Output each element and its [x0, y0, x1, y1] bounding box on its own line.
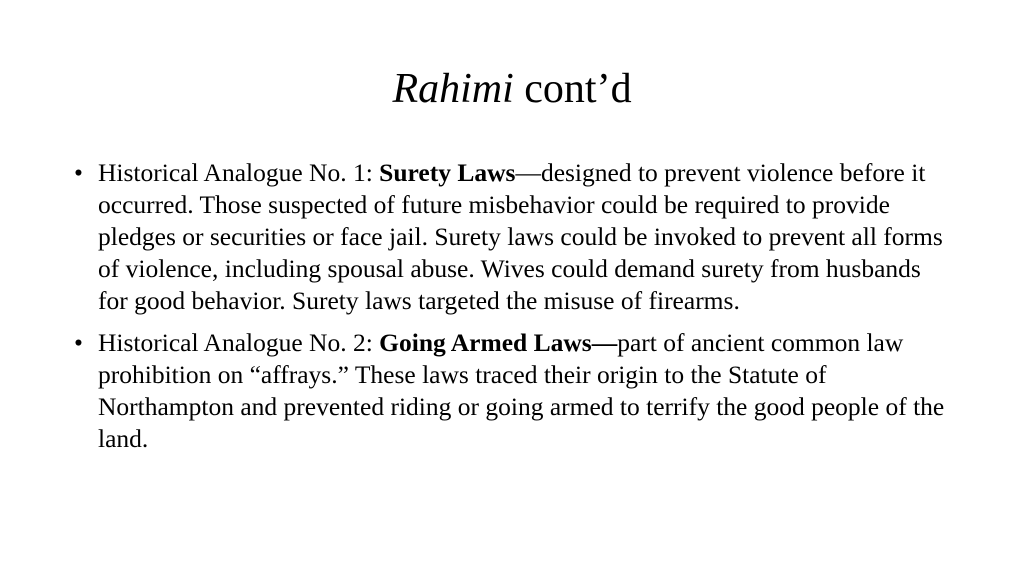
- bullet-marker: •: [74, 328, 83, 357]
- bullet-item-going-armed-laws: [74, 327, 954, 455]
- bullet-item-surety-laws: [74, 157, 954, 317]
- title-case-name: Rahimi: [392, 66, 514, 112]
- title-suffix: cont’d: [513, 66, 632, 112]
- bullet-lead-text: Historical Analogue No. 2:: [98, 328, 380, 357]
- bullet-list: [74, 157, 954, 465]
- bullet-marker: •: [74, 158, 83, 187]
- bullet-body-text: —designed to prevent violence before it occurred. Those suspected of future misbehavior could be required to provide pledges or securities or face jail. Surety laws could be invoked to prevent all forms of violence, including spousal abuse. Wives could demand surety from husbands for good behavior. Surety laws targeted the misuse of firearms.: [98, 158, 943, 315]
- bullet-lead-text: Historical Analogue No. 1:: [98, 158, 380, 187]
- bullet-body-text: part of ancient common law prohibition on “affrays.” These laws traced their origin to the Statute of Northampton and prevented riding or going armed to terrify the good people of the land.: [98, 328, 945, 453]
- bullet-bold-heading: Going Armed Laws—: [379, 328, 618, 357]
- slide-title: [0, 62, 1024, 116]
- bullet-bold-heading: Surety Laws: [379, 158, 516, 187]
